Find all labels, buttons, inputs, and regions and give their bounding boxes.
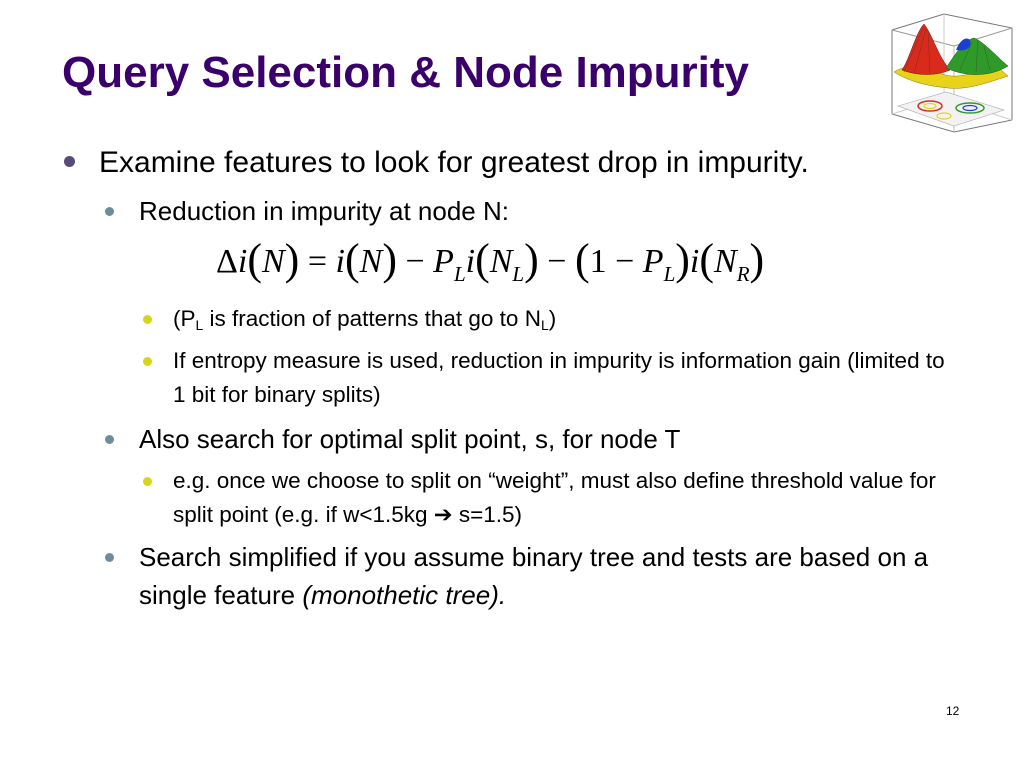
formula-n: N [714, 243, 737, 280]
formula-paren: ( [344, 235, 360, 284]
bullet-text: Also search for optimal split point, s, for node T [139, 424, 681, 454]
formula-sub-l: L [512, 262, 525, 286]
list-item [62, 302, 962, 336]
formula-minus: − [615, 243, 635, 280]
formula-p: P [433, 243, 454, 280]
text-run: Search simplified if you assume binary tree and tests are based on a single feature [139, 542, 929, 610]
text-run: e.g. once we choose to split on “weight”, must also define threshold value for split point (e.g. if w<1.5kg [173, 468, 936, 527]
slide-title: Query Selection & Node Impurity [62, 48, 750, 97]
formula-paren: ) [675, 235, 690, 284]
list-item [62, 464, 962, 532]
formula-paren: ) [382, 235, 397, 284]
formula-i: i [689, 243, 700, 280]
list-item [62, 192, 962, 230]
subscript: L [195, 317, 204, 334]
formula-sub-l: L [453, 262, 466, 286]
right-arrow-icon: ➔ [433, 502, 453, 527]
bullet-dot-icon [105, 435, 114, 444]
formula-paren: ( [475, 235, 490, 284]
text-run: ) [548, 306, 557, 331]
text-run: s=1.5) [452, 502, 523, 527]
bullet-dot-icon [143, 315, 152, 324]
bullet-text [139, 542, 928, 610]
list-item [62, 140, 962, 186]
list-item [62, 538, 962, 614]
subscript: L [540, 317, 549, 334]
formula-paren: ( [574, 235, 590, 284]
3d-surface-plot-icon [884, 10, 1018, 134]
page-number: 12 [946, 704, 960, 718]
formula-sub-r: R [736, 262, 750, 286]
formula-paren: ) [524, 235, 539, 284]
formula-paren: ( [247, 235, 262, 284]
impurity-reduction-formula [216, 230, 962, 300]
formula-paren: ) [749, 235, 765, 284]
bullet-dot-icon [105, 207, 114, 216]
bullet-text: Reduction in impurity at node N: [139, 196, 509, 226]
bullet-text [173, 468, 936, 527]
bullet-text: Examine features to look for greatest drop in impurity. [99, 146, 809, 179]
formula-n: N [489, 243, 513, 280]
formula-n: N [261, 243, 285, 280]
bullet-list [62, 140, 962, 614]
formula-paren: ) [284, 235, 300, 284]
bullet-dot-icon [105, 553, 114, 562]
formula-i: i [237, 243, 248, 280]
formula-sub-l: L [663, 262, 676, 286]
list-item [62, 420, 962, 458]
formula-equals: = [307, 243, 328, 280]
emphasis-text: (monothetic tree). [302, 580, 507, 610]
bullet-dot-icon [64, 156, 75, 167]
formula-i: i [335, 243, 345, 280]
bullet-text: If entropy measure is used, reduction in impurity is information gain (limited to 1 bit for binary splits) [173, 348, 945, 407]
bullet-text [173, 306, 557, 334]
bullet-dot-icon [143, 477, 152, 486]
formula-paren: ( [699, 235, 715, 284]
list-item [62, 344, 962, 412]
text-run: (P [173, 306, 196, 331]
formula-n: N [359, 243, 383, 280]
text-run: is fraction of patterns that go to N [203, 306, 541, 331]
formula-delta: Δ [216, 243, 238, 280]
formula-one: 1 [589, 243, 607, 280]
formula-minus: − [547, 243, 567, 280]
bullet-dot-icon [143, 357, 152, 366]
formula-minus: − [405, 243, 425, 280]
formula-i: i [465, 243, 476, 280]
formula-p: P [642, 243, 664, 280]
